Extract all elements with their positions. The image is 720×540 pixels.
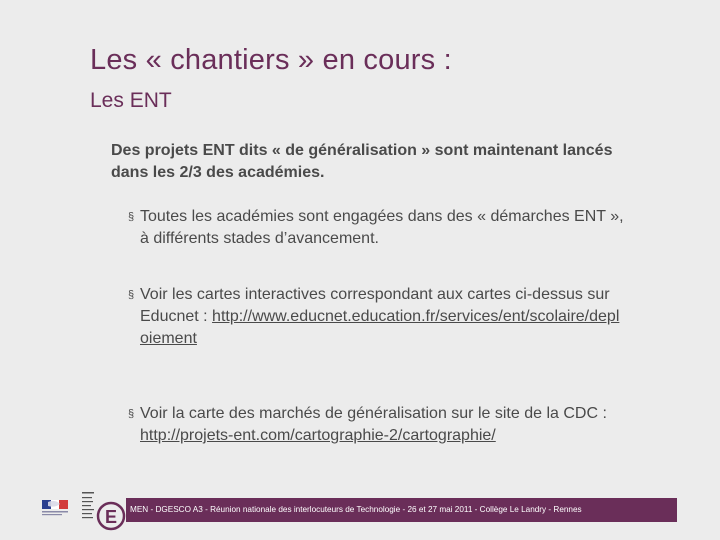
bullet-marker: § bbox=[128, 408, 135, 420]
bullet-text bbox=[128, 284, 628, 350]
bullet-text-part: Voir les cartes interactives correspondant aux cartes ci-dessus sur Educnet : bbox=[140, 286, 610, 325]
svg-text:E: E bbox=[105, 507, 118, 527]
bullet-marker: § bbox=[128, 289, 135, 301]
intro-paragraph: Des projets ENT dits « de généralisation » sont maintenant lancés dans les 2/3 des académies. bbox=[111, 142, 613, 181]
republique-francaise-logo bbox=[40, 496, 70, 518]
bullet-item-1 bbox=[128, 206, 628, 250]
bullet-item-3 bbox=[128, 403, 628, 447]
bullet-text: Toutes les académies sont engagées dans des « démarches ENT », à différents stades d’avancement. bbox=[140, 208, 624, 247]
slide-subtitle: Les ENT bbox=[90, 89, 172, 112]
footer-text: MEN - DGESCO A3 - Réunion nationale des interlocuteurs de Technologie - 26 et 27 mai 2011 - Collège Le Landry - Rennes bbox=[130, 505, 582, 514]
slide-title: Les « chantiers » en cours : bbox=[90, 44, 452, 76]
bullet-item-2 bbox=[128, 284, 628, 350]
bullet-marker: § bbox=[128, 211, 135, 223]
cdc-map-link[interactable]: http://projets-ent.com/cartographie-2/cartographie/ bbox=[140, 427, 496, 444]
educnet-link[interactable]: http://www.educnet.education.fr/services/ent/scolaire/deploiement bbox=[140, 308, 620, 347]
education-nationale-e-logo bbox=[82, 490, 126, 534]
bullet-text-part: Voir la carte des marchés de généralisation sur le site de la CDC : bbox=[140, 405, 607, 422]
bullet-text bbox=[128, 403, 628, 447]
